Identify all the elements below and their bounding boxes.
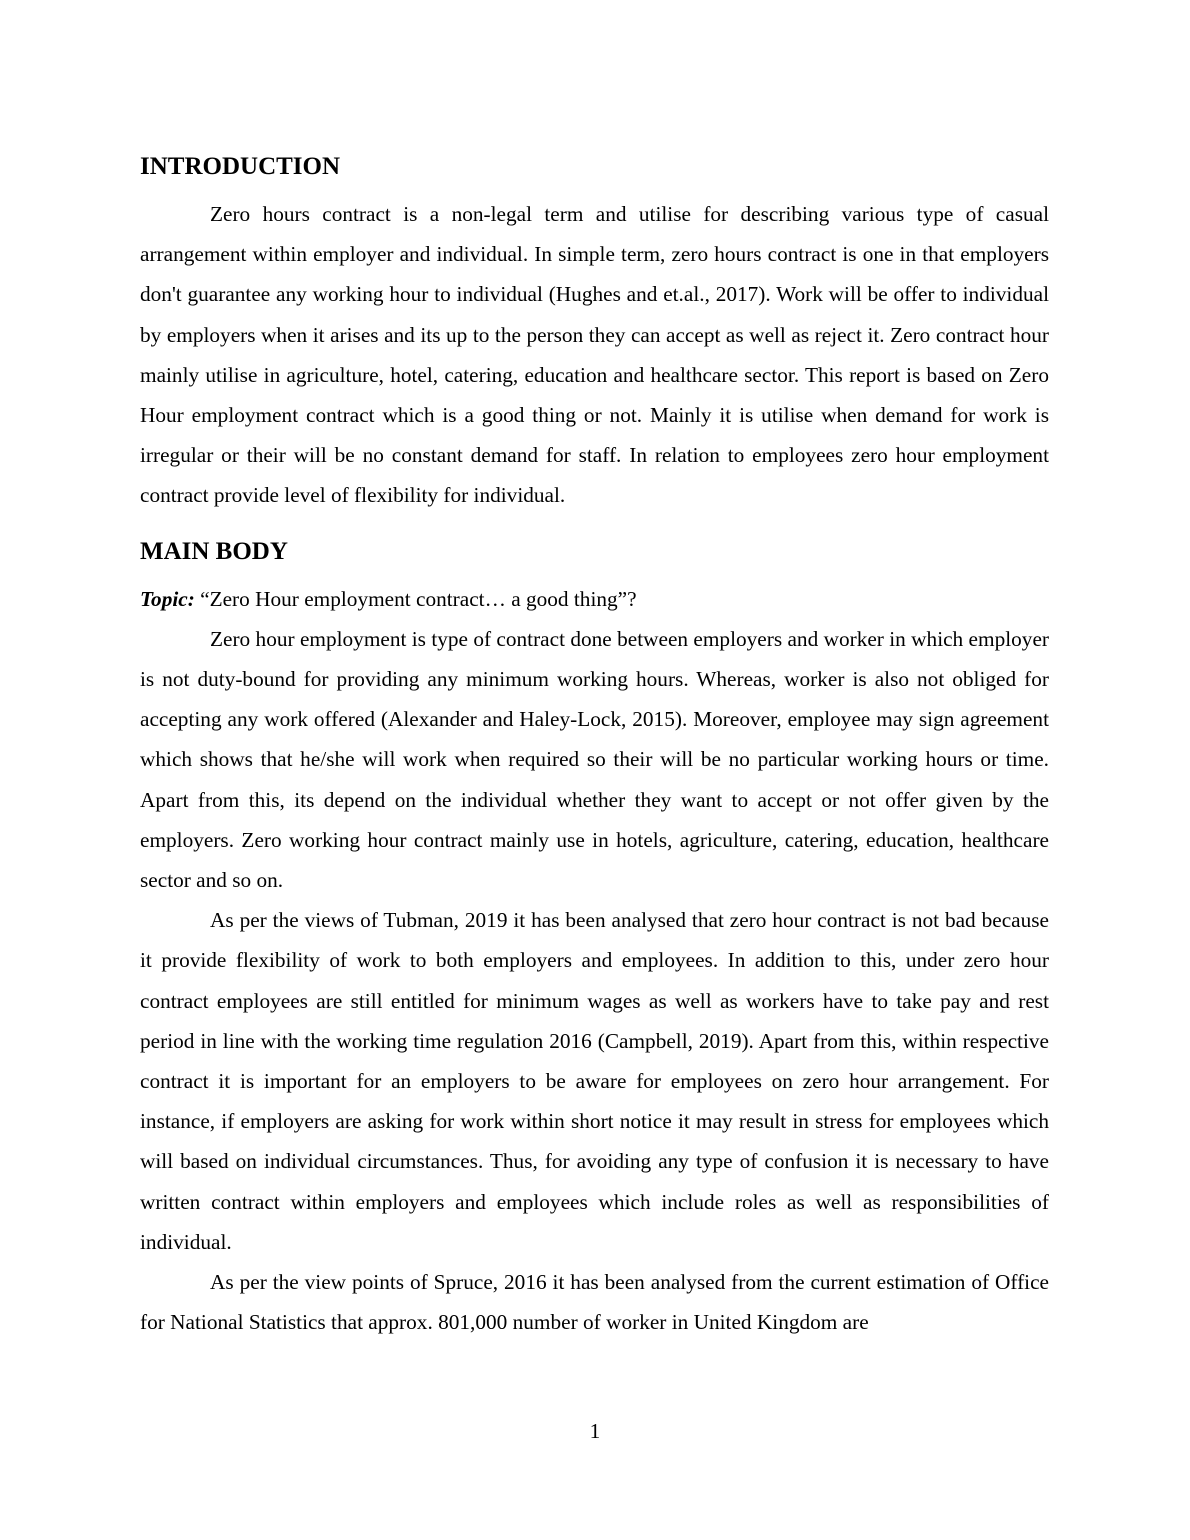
topic-line xyxy=(140,579,1049,619)
topic-label: Topic: xyxy=(140,586,195,611)
introduction-heading: INTRODUCTION xyxy=(140,153,341,180)
body-paragraph-2: As per the views of Tubman, 2019 it has been analysed that zero hour contract is not bad because it provide flexibility of work to both employers and employees. In addition to this, under zero hour contract employees are still entitled for minimum wages as well as workers have to take pay and rest period in line with the working time regulation 2016 (Campbell, 2019). Apart from this, within respective contract it is important for an employers to be aware for employees on zero hour arrangement. For instance, if employers are asking for work within short notice it may result in stress for employees which will based on individual circumstances. Thus, for avoiding any type of confusion it is necessary to have written contract within employers and employees which include roles as well as responsibilities of individual. xyxy=(140,908,1049,1254)
main-body-heading: MAIN BODY xyxy=(140,537,288,565)
introduction-paragraph: Zero hours contract is a non-legal term and utilise for describing various type of casual arrangement within employer and individual. In simple term, zero hours contract is one in that employers don't guarantee any working hour to individual (Hughes and et.al., 2017). Work will be offer to individual by employers when it arises and its up to the person they can accept as well as reject it. Zero contract hour mainly utilise in agriculture, hotel, catering, education and healthcare sector. This report is based on Zero Hour employment contract which is a good thing or not. Mainly it is utilise when demand for work is irregular or their will be no constant demand for staff. In relation to employees zero hour employment contract provide level of flexibility for individual. xyxy=(140,202,1049,508)
page-number: 1 xyxy=(589,1419,601,1443)
body-paragraph-1: Zero hour employment is type of contract done between employers and worker in which employer is not duty-bound for providing any minimum working hours. Whereas, worker is also not obliged for accepting any work offered (Alexander and Haley-Lock, 2015). Moreover, employee may sign agreement which shows that he/she will work when required so their will be no particular working hours or time. Apart from this, its depend on the individual whether they want to accept or not offer given by the employers. Zero working hour contract mainly use in hotels, agriculture, catering, education, healthcare sector and so on. xyxy=(140,626,1049,893)
body-paragraph-3: As per the view points of Spruce, 2016 it has been analysed from the current estimation of Office for National Statistics that approx. 801,000 number of worker in United Kingdom are xyxy=(140,1270,1049,1335)
topic-text: “Zero Hour employment contract… a good thing”? xyxy=(194,586,637,611)
document-page xyxy=(140,150,1049,1342)
